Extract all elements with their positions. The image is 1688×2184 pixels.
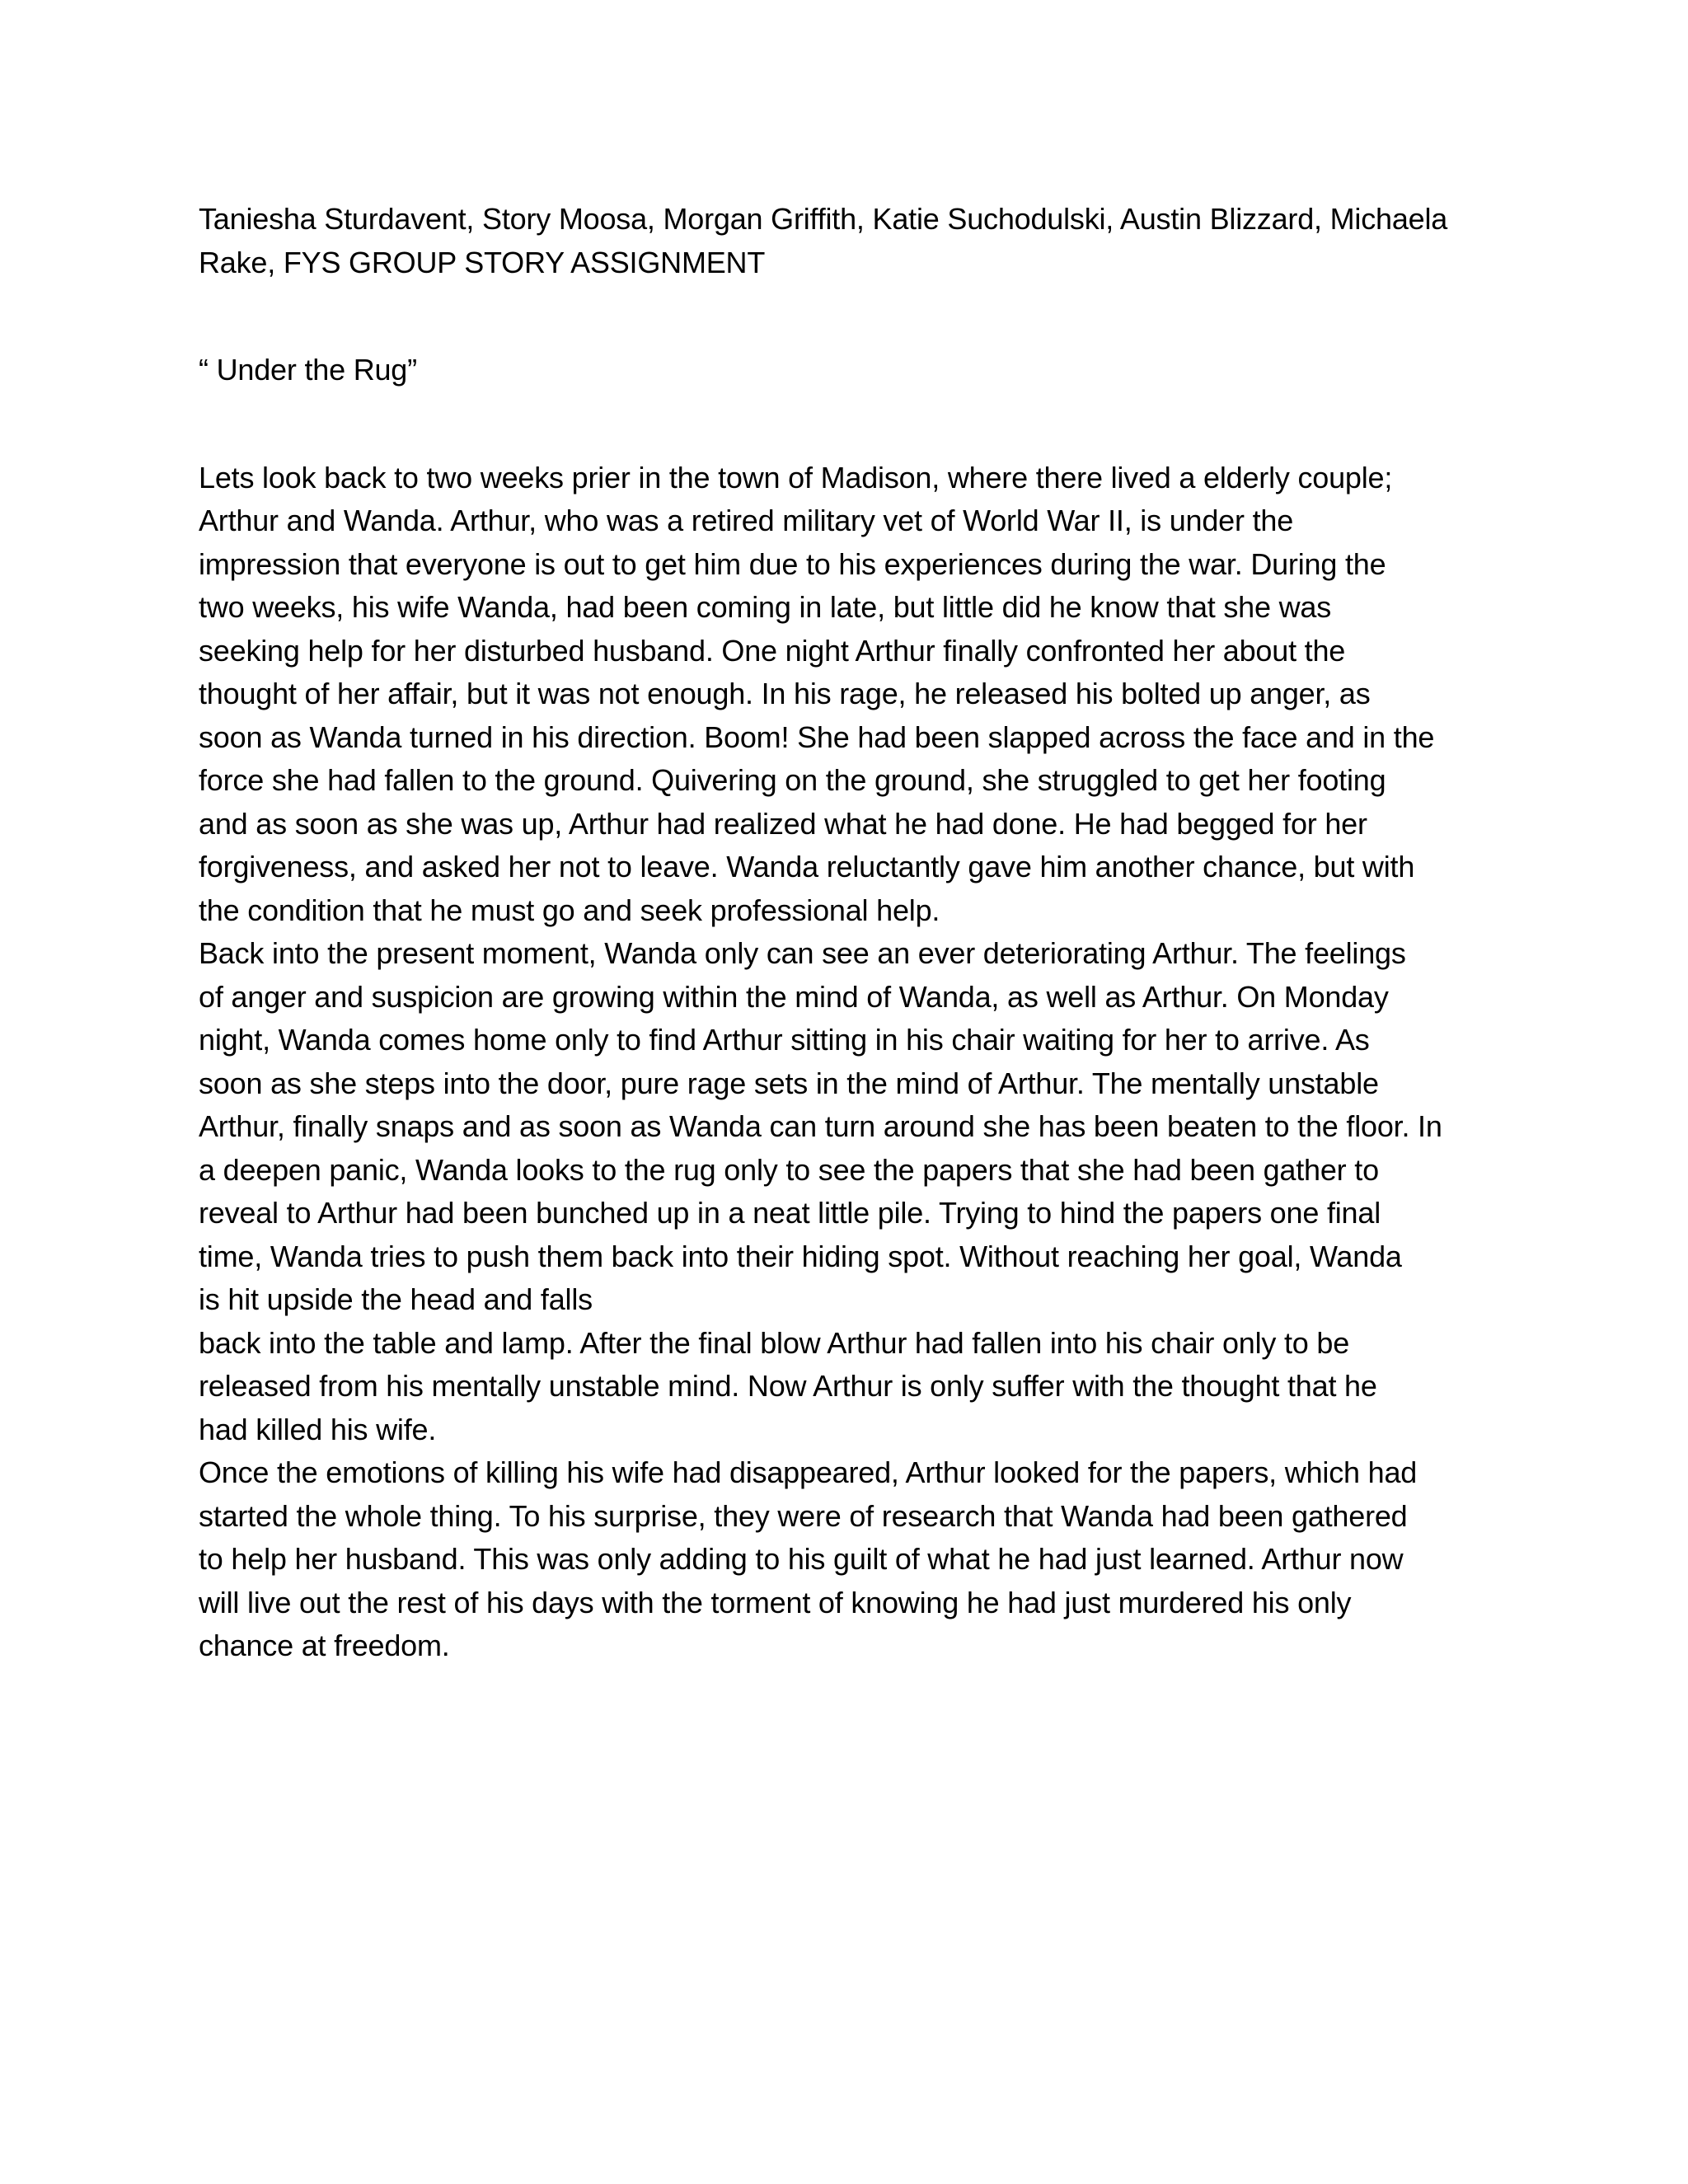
story-body (199, 457, 1501, 1668)
body-line: soon as she steps into the door, pure rage sets in the mind of Arthur. The mentally unstable (199, 1066, 1379, 1100)
body-line: seeking help for her disturbed husband. One night Arthur finally confronted her about the (199, 633, 1346, 668)
spacer (199, 392, 1501, 457)
body-line: a deepen panic, Wanda looks to the rug only to see the papers that she had been gather to (199, 1152, 1379, 1187)
body-line: will live out the rest of his days with the torment of knowing he had just murdered his only (199, 1585, 1352, 1619)
body-line: Arthur, finally snaps and as soon as Wanda can turn around she has been beaten to the floor. In (199, 1109, 1442, 1143)
body-line: chance at freedom. (199, 1629, 450, 1662)
header-line: Rake, FYS GROUP STORY ASSIGNMENT (199, 245, 766, 279)
body-line: the condition that he must go and seek professional help. (199, 893, 940, 927)
body-line: reveal to Arthur had been bunched up in a neat little pile. Trying to hind the papers one final (199, 1196, 1381, 1230)
document-content (199, 198, 1501, 1668)
body-line: released from his mentally unstable mind. Now Arthur is only suffer with the thought that he (199, 1369, 1377, 1403)
body-line: night, Wanda comes home only to find Arthur sitting in his chair waiting for her to arrive. As (199, 1023, 1370, 1057)
body-line: back into the table and lamp. After the final blow Arthur had fallen into his chair only to be (199, 1325, 1350, 1360)
header-line: Taniesha Sturdavent, Story Moosa, Morgan Griffith, Katie Suchodulski, Austin Blizzard, Michaela (199, 202, 1448, 236)
story-title (199, 349, 1501, 392)
body-line: Lets look back to two weeks prier in the town of Madison, where there lived a elderly couple; (199, 460, 1393, 494)
body-line: force she had fallen to the ground. Quivering on the ground, she struggled to get her footing (199, 763, 1386, 797)
body-line: forgiveness, and asked her not to leave. Wanda reluctantly gave him another chance, but with (199, 850, 1415, 883)
body-line: and as soon as she was up, Arthur had realized what he had done. He had begged for her (199, 806, 1367, 841)
body-line: Once the emotions of killing his wife had disappeared, Arthur looked for the papers, which had (199, 1455, 1418, 1489)
body-line: had killed his wife. (199, 1412, 437, 1446)
body-line: Arthur and Wanda. Arthur, who was a retired military vet of World War II, is under the (199, 504, 1294, 537)
author-header (199, 198, 1501, 284)
body-line: started the whole thing. To his surprise, they were of research that Wanda had been gathered (199, 1498, 1408, 1533)
body-line: of anger and suspicion are growing within the mind of Wanda, as well as Arthur. On Monday (199, 979, 1389, 1014)
spacer (199, 284, 1501, 349)
body-line: time, Wanda tries to push them back into their hiding spot. Without reaching her goal, Wanda (199, 1239, 1402, 1273)
body-line: impression that everyone is out to get him due to his experiences during the war. During the (199, 546, 1386, 581)
body-line: two weeks, his wife Wanda, had been coming in late, but little did he know that she was (199, 590, 1332, 624)
body-line: Back into the present moment, Wanda only can see an ever deteriorating Arthur. The feelings (199, 936, 1406, 970)
body-line: thought of her affair, but it was not enough. In his rage, he released his bolted up anger, as (199, 677, 1371, 710)
title-line: “ Under the Rug” (199, 353, 417, 387)
body-line: is hit upside the head and falls (199, 1282, 593, 1316)
body-line: soon as Wanda turned in his direction. Boom! She had been slapped across the face and in the (199, 719, 1435, 754)
body-line: to help her husband. This was only adding to his guilt of what he had just learned. Arthur now (199, 1542, 1404, 1576)
